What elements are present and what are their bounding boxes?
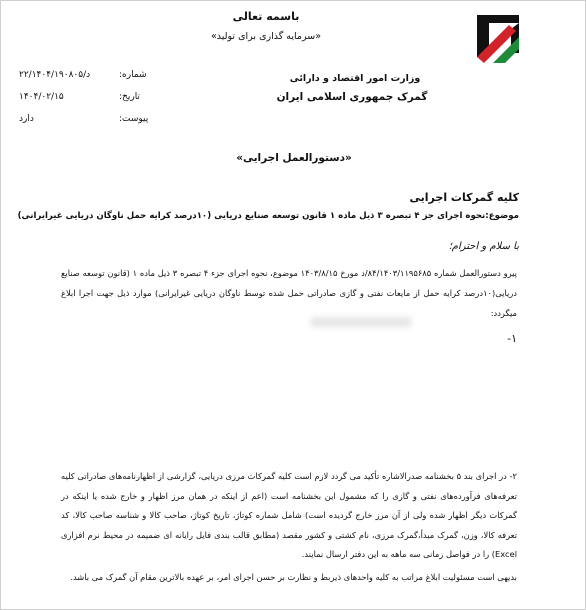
scan-smudge <box>311 317 411 327</box>
recipient: کلیه گمرکات اجرایی <box>409 191 519 204</box>
attachment-value: دارد <box>19 114 34 124</box>
paragraph-intro: پیرو دستورالعمل شماره ۸۴/۱۴۰۳/۱۱۹۵۶۸۵/د مورخ ۱۴۰۳/۸/۱۵ موضوع، نحوه اجرای جزء ۴ تبصره ۳ ذیل ماده ۱ (قانون توسعه صنایع دریایی(۱۰درصد کرایه حمل از مایعات نفتی و گازی صادراتی حمل شده توسط ناوگان دریایی غیرایرانی) موارد ذیل جهت اجرا ابلاغ میگردد: <box>61 268 517 318</box>
date-value: ۱۴۰۴/۰۲/۱۵ <box>19 92 64 102</box>
greeting: با سلام و احترام؛ <box>448 241 519 252</box>
customs-name: گمرک جمهوری اسلامی ایران <box>276 91 428 103</box>
invocation-heading: باسمه تعالی <box>232 10 300 23</box>
subject-line: موضوع:نحوه اجرای جز ۴ تبصره ۳ ذیل ماده ۱ قانون توسعه صنایع دریایی (۱۰درصد کرایه حمل ناوگان دریایی غیرایرانی) <box>17 211 519 221</box>
year-slogan: «سرمایه گذاری برای تولید» <box>210 31 322 42</box>
number-value: ۲۲/۱۴۰۴/۱۹۰۸۰۵/د <box>19 70 91 80</box>
paragraph-item-2: ۲- در اجرای بند ۵ بخشنامه صدرالاشاره تأکید می گردد لازم است کلیه گمرکات مرزی دریایی، گزارشی از اظهارنامه‌های صادراتی کلیه تعرفه‌های فرآورده‌های نفتی و گازی را که مشمول این بخشنامه است (اعم از اینکه در همان مرز اظهار و خارج شده یا اینکه در گمرکات دیگر اظهار شده ولی از آن مرز خارج گردیده است) شامل شماره کوتاژ، تاریخ کوتاژ، صاحب کالا و شناسه صاحب کالا، کد تعرفه کالا، وزن، گمرک مبدأ،گمرک مرزی، نام کشتی و کشور مقصد (مطابق قالب بندی فایل رایانه ای ضمیمه در محیط نرم افزاری Excel) را در فواصل زمانی سه ماهه به این دفتر ارسال نمایند. <box>61 471 517 559</box>
document-title: «دستورالعمل اجرایی» <box>236 152 352 164</box>
date-label: تاریخ: <box>119 92 140 102</box>
customs-logo-icon <box>469 9 527 67</box>
attachment-label: پیوست: <box>119 114 149 124</box>
item-1-marker: ۱- <box>507 332 517 345</box>
ministry-name: وزارت امور اقتصاد و دارائی <box>289 73 421 84</box>
paragraph-closing: بدیهی است مسئولیت ابلاغ مراتب به کلیه واحدهای ذیربط و نظارت بر حسن اجرای امر، بر عهده بالاترین مقام آن گمرک می باشد. <box>70 572 517 582</box>
number-label: شماره: <box>119 70 147 80</box>
